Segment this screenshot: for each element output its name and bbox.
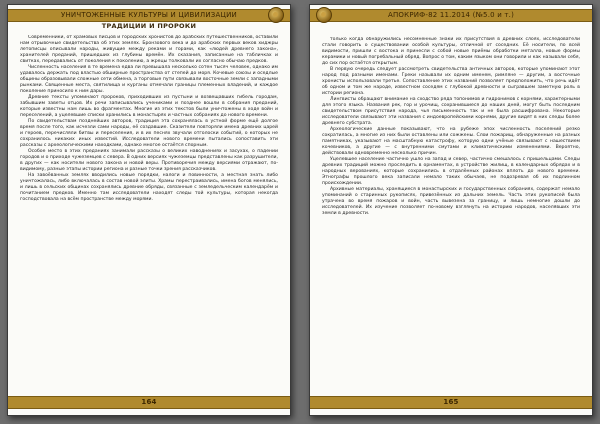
right-page-footer	[310, 396, 592, 409]
right-page	[309, 4, 593, 416]
emblem-icon	[316, 7, 332, 23]
left-page	[7, 4, 291, 416]
left-page-footer	[8, 396, 290, 409]
paragraph: Уцелевшее население частично ушло на запад и север, частично смешалось с пришельцами. Следы древних традиций можно проследить в орнаментах, в устройстве жилищ, в календарных обрядах и в народных верованиях, которые сохранились в отдалённых районах вплоть до нового времени. Этнографы прошлого века записали немало таких обычаев, не подозревая об их подлинном происхождении.	[322, 157, 580, 186]
paragraph: Современники, от храмовых писцов и городских хронистов до арабских путешественников, оставили нам отрывочные свидетельства об этих землях. Бронзового века и до арабских первых веков хиджры летописцы описывали народы, живущие между реками и горами, как «людей древнего закона», хранителей преданий, пришедших из глубины времён. Их сказания, записанные на табличках и свитках, передавались от поколения к поколению, а жрецы толковали их согласно обычаю предков.	[20, 35, 278, 64]
right-page-body	[322, 37, 580, 395]
paragraph: В первую очередь следует рассмотреть свидетельства античных авторов, которые упоминают этот народ под разными именами. Греки называли их одним именем, римляне — другим, а восточные хронисты использовали третье. Сопоставление этих названий позволяет предположить, что речь идёт об одном и том же народе, известном соседям с глубокой древности и сыгравшем заметную роль в истории региона.	[322, 67, 580, 96]
right-page-header: АПОКРИФ-82 11.2014 (№5.0 и т.)	[310, 9, 592, 22]
left-page-subheading: ТРАДИЦИИ И ПРОРОКИ	[101, 22, 197, 30]
paragraph: Археологические данные показывают, что на рубеже эпох численность поселений резко сократилась, а многие из них были оставлены или сожжены. Слои пожарищ, обнаруженные на разных памятниках, указывают на масштабную катастрофу, которую одни учёные связывают с нашествием кочевников, а другие — с внутренними смутами и климатическими изменениями. Вероятно, действовали одновременно несколько причин.	[322, 127, 580, 156]
left-page-header: УНИЧТОЖЕННЫЕ КУЛЬТУРЫ И ЦИВИЛИЗАЦИИ	[8, 9, 290, 22]
page-number: 165	[443, 398, 459, 406]
left-page-body	[20, 35, 278, 395]
paragraph: только когда обнаружились несомненные знаки их присутствия в древних слоях, исследователи стали говорить о существовании особой культуры, отличной от соседних. Её носители, по всей видимости, пришли с востока и принесли с собой новые приёмы обработки металла, новые формы керамики и новый погребальный обряд. Вопрос о том, каким языком они говорили и как называли себя, до сих пор остаётся открытым.	[322, 37, 580, 66]
paragraph: Лингвисты обращают внимание на сходство ряда топонимов и гидронимов с корнями, характерными для этого языка. Названия рек, гор и урочищ, сохранившиеся до наших дней, могут быть последним свидетельством присутствия народа, чья письменность так и не была расшифрована. Некоторые исследователи связывают эти названия с индоевропейскими корнями, другие видят в них следы более древнего субстрата.	[322, 97, 580, 126]
paragraph: По свидетельствам позднейших авторов, традиция эта сохранялась в устной форме ещё долгое время после того, как исчезли сами народы, её создавшие. Сказители повторяли имена древних царей и героев, перечисляли битвы и переселения, и в их песнях звучали отголоски событий, о которых не сохранилось никаких иных известий. Исследователи нового времени пытались сопоставить эти рассказы с археологическими находками, однако многое остаётся спорным.	[20, 119, 278, 148]
paragraph: Древние тексты упоминают пророков, приходивших из пустыни и возвещавших гибель городам, забывшим заветы отцов. Их речи записывались учениками и позднее вошли в собрания преданий, которые известны нам лишь во фрагментах. Многие из этих текстов были уничтожены в ходе войн и переселений, а уцелевшие списки хранились в монастырях и частных собраниях до нового времени.	[20, 95, 278, 118]
paragraph: Особое место в этих преданиях занимали рассказы о великих наводнениях и засухах, о падении городов и о приходе чужеземцев с севера. В одних версиях чужеземцы представлены как разрушители, в других — как носители нового закона и новой веры. Противоречия между версиями отражают, по-видимому, разные этапы истории региона и разные точки зрения рассказчиков.	[20, 149, 278, 172]
emblem-icon	[268, 7, 284, 23]
page-number: 164	[141, 398, 157, 406]
paragraph: На завоёванных землях вводились новые порядки, налоги и повинности, а местная знать либо уничтожалась, либо включалась в состав новой элиты. Храмы перестраивались, имена богов менялись, и лишь в сельских общинах сохранялись древние обряды, связанные с земледельческим календарём и почитанием предков. Именно там исследователи находят следы той культуры, которая некогда господствовала на всём пространстве между морями.	[20, 173, 278, 202]
paragraph: Численность населения в те времена едва ли превышала несколько сотен тысяч человек, однако им удавалось держать под властью обширные пространства от степей до моря. Кочевые союзы и оседлые общины образовывали сложные сети обмена, а торговые пути связывали восточные земли с западными рынками. Священные места, святилища и курганы отмечали границы племенных владений, и каждое поколение приносило к ним дары.	[20, 65, 278, 94]
paragraph: Архивные материалы, хранящиеся в монастырских и государственных собраниях, содержат немало упоминаний о старинных рукописях, привезённых из дальних земель. Часть этих рукописей была утрачена во время пожаров и войн, часть вывезена за границу, и лишь немногие дошли до исследователей. Их изучение позволяет по-новому взглянуть на историю народов, населявших эти земли в древности.	[322, 187, 580, 216]
